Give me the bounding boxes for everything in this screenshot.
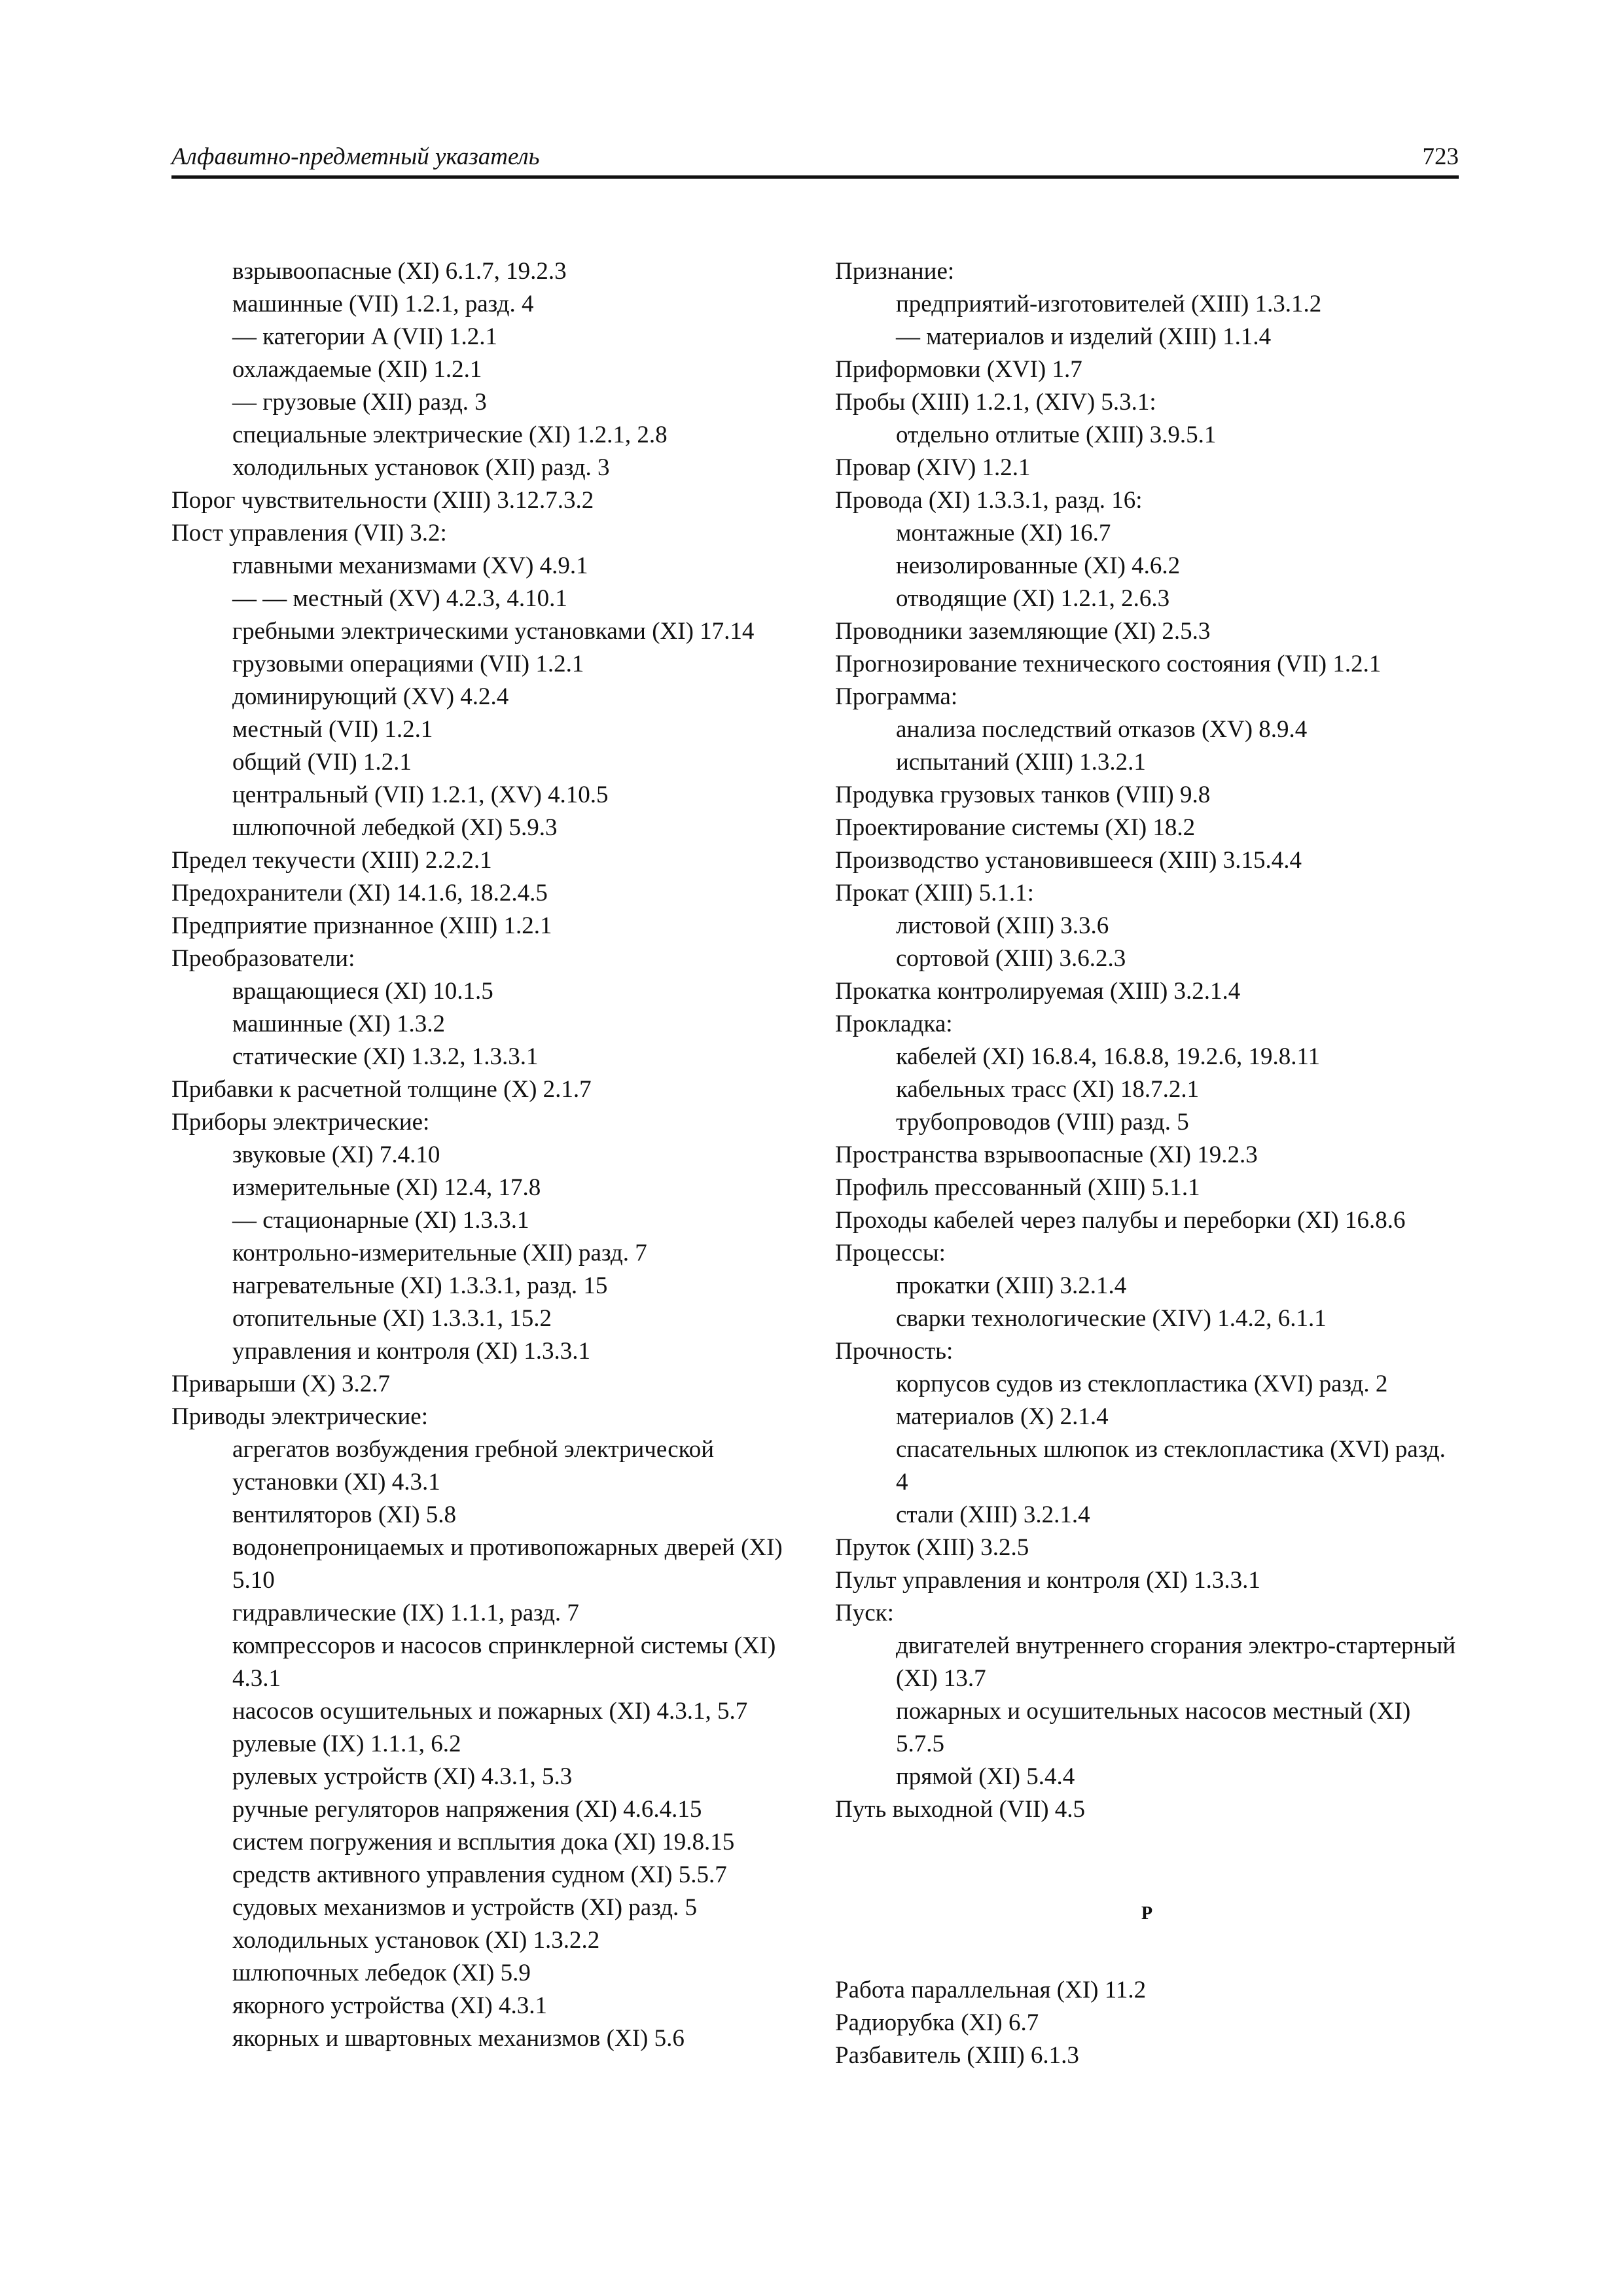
- index-subentry: стали (XIII) 3.2.1.4: [896, 1501, 1090, 1528]
- index-subentry: листовой (XIII) 3.3.6: [896, 912, 1109, 939]
- index-entry: Прибавки к расчетной толщине (X) 2.1.7: [171, 1076, 592, 1103]
- index-subentry: средств активного управления судном (XI) 5.5.7: [232, 1861, 727, 1888]
- index-entry: Приформовки (XVI) 1.7: [835, 356, 1082, 383]
- index-subentry: неизолированные (XI) 4.6.2: [896, 552, 1181, 579]
- index-subentry: холодильных установок (XII) разд. 3: [232, 454, 610, 481]
- index-subentry: пожарных и осушительных насосов местный (XI) 5.7.5: [896, 1698, 1411, 1757]
- index-subentry: общий (VII) 1.2.1: [232, 749, 412, 776]
- index-subentry: водонепроницаемых и противопожарных дверей (XI) 5.10: [232, 1534, 783, 1594]
- index-subentry: сварки технологические (XIV) 1.4.2, 6.1.1: [896, 1305, 1327, 1332]
- running-header-title: Алфавитно-предметный указатель: [171, 143, 540, 170]
- index-subentry: гребными электрическими установками (XI) 17.14: [232, 618, 755, 645]
- index-subentry: взрывоопасные (XI) 6.1.7, 19.2.3: [232, 258, 567, 285]
- index-subentry: — — местный (XV) 4.2.3, 4.10.1: [232, 585, 567, 612]
- index-entry: Производство установившееся (XIII) 3.15.4.4: [835, 847, 1302, 874]
- index-subentry: статические (XI) 1.3.2, 1.3.3.1: [232, 1043, 539, 1070]
- index-entry: Предохранители (XI) 14.1.6, 18.2.4.5: [171, 880, 548, 906]
- index-subentry: холодильных установок (XI) 1.3.2.2: [232, 1927, 600, 1954]
- index-subentry: грузовыми операциями (VII) 1.2.1: [232, 651, 584, 677]
- header-rule: [171, 175, 1459, 179]
- letter-heading: Р: [1141, 1903, 1153, 1924]
- index-entry: Прогнозирование технического состояния (VII) 1.2.1: [835, 651, 1382, 677]
- index-subentry: гидравлические (IX) 1.1.1, разд. 7: [232, 1600, 579, 1626]
- index-entry: Приварыши (X) 3.2.7: [171, 1371, 390, 1397]
- index-subentry: трубопроводов (VIII) разд. 5: [896, 1109, 1189, 1136]
- index-entry: Пуск:: [835, 1600, 894, 1626]
- index-subentry: корпусов судов из стеклопластика (XVI) разд. 2: [896, 1371, 1388, 1397]
- index-subentry: отопительные (XI) 1.3.3.1, 15.2: [232, 1305, 552, 1332]
- index-entry: Проводники заземляющие (XI) 2.5.3: [835, 618, 1211, 645]
- index-entry: Прочность:: [835, 1338, 954, 1365]
- index-subentry: прокатки (XIII) 3.2.1.4: [896, 1272, 1127, 1299]
- index-entry: Провар (XIV) 1.2.1: [835, 454, 1031, 481]
- index-subentry: шлюпочных лебедок (XI) 5.9: [232, 1960, 531, 1986]
- index-entry: Профиль прессованный (XIII) 5.1.1: [835, 1174, 1200, 1201]
- index-subentry: насосов осушительных и пожарных (XI) 4.3.1, 5.7: [232, 1698, 748, 1725]
- index-subentry: центральный (VII) 1.2.1, (XV) 4.10.5: [232, 781, 609, 808]
- index-entries-r: [835, 1974, 1459, 2072]
- index-entry: Преобразователи:: [171, 945, 355, 972]
- index-subentry: материалов (X) 2.1.4: [896, 1403, 1109, 1430]
- index-subentry: — категории A (VII) 1.2.1: [232, 323, 498, 350]
- index-entry: Пульт управления и контроля (XI) 1.3.3.1: [835, 1567, 1260, 1594]
- index-entry: Прокатка контролируемая (XIII) 3.2.1.4: [835, 978, 1241, 1005]
- index-entry: Признание:: [835, 258, 955, 285]
- index-entry: Пост управления (VII) 3.2:: [171, 520, 447, 547]
- index-entry: Проходы кабелей через палубы и переборки (XI) 16.8.6: [835, 1207, 1406, 1234]
- index-subentry: звуковые (XI) 7.4.10: [232, 1141, 440, 1168]
- index-subentry: главными механизмами (XV) 4.9.1: [232, 552, 588, 579]
- index-entry: Прокат (XIII) 5.1.1:: [835, 880, 1034, 906]
- index-subentry: отводящие (XI) 1.2.1, 2.6.3: [896, 585, 1170, 612]
- index-subentry: судовых механизмов и устройств (XI) разд. 5: [232, 1894, 697, 1921]
- index-subentry: рулевых устройств (XI) 4.3.1, 5.3: [232, 1763, 573, 1790]
- index-entry: Пространства взрывоопасные (XI) 19.2.3: [835, 1141, 1258, 1168]
- index-subentry: спасательных шлюпок из стеклопластика (XVI) разд. 4: [896, 1436, 1446, 1496]
- index-entry: Разбавитель (XIII) 6.1.3: [835, 2042, 1079, 2069]
- index-entry: Порог чувствительности (XIII) 3.12.7.3.2: [171, 487, 594, 514]
- index-subentry: кабельных трасс (XI) 18.7.2.1: [896, 1076, 1200, 1103]
- index-subentry: ручные регуляторов напряжения (XI) 4.6.4.15: [232, 1796, 702, 1823]
- index-subentry: — стационарные (XI) 1.3.3.1: [232, 1207, 529, 1234]
- index-subentry: местный (VII) 1.2.1: [232, 716, 433, 743]
- index-subentry: якорного устройства (XI) 4.3.1: [232, 1992, 547, 2019]
- index-entry: Прокладка:: [835, 1011, 953, 1037]
- index-entries-p: [835, 255, 1459, 1826]
- index-subentry: — грузовые (XII) разд. 3: [232, 389, 487, 416]
- index-subentry: — материалов и изделий (XIII) 1.1.4: [896, 323, 1272, 350]
- index-subentry: монтажные (XI) 16.7: [896, 520, 1111, 547]
- index-subentry: машинные (VII) 1.2.1, разд. 4: [232, 291, 534, 317]
- index-entry: Процессы:: [835, 1240, 946, 1266]
- index-subentry: управления и контроля (XI) 1.3.3.1: [232, 1338, 590, 1365]
- index-subentry: измерительные (XI) 12.4, 17.8: [232, 1174, 541, 1201]
- index-subentry: кабелей (XI) 16.8.4, 16.8.8, 19.2.6, 19.8.11: [896, 1043, 1321, 1070]
- index-entry: Радиорубка (XI) 6.7: [835, 2009, 1039, 2036]
- page-number: 723: [1422, 143, 1459, 170]
- index-subentry: охлаждаемые (XII) 1.2.1: [232, 356, 482, 383]
- index-entry: Продувка грузовых танков (VIII) 9.8: [835, 781, 1211, 808]
- index-subentry: нагревательные (XI) 1.3.3.1, разд. 15: [232, 1272, 608, 1299]
- index-entry: Пруток (XIII) 3.2.5: [835, 1534, 1029, 1561]
- index-subentry: агрегатов возбуждения гребной электрической установки (XI) 4.3.1: [232, 1436, 715, 1496]
- running-header: [171, 143, 1459, 179]
- index-entry: Программа:: [835, 683, 958, 710]
- index-subentry: двигателей внутреннего сгорания электро-стартерный (XI) 13.7: [896, 1632, 1456, 1692]
- index-subentry: отдельно отлитые (XIII) 3.9.5.1: [896, 422, 1217, 448]
- index-subentry: вращающиеся (XI) 10.1.5: [232, 978, 493, 1005]
- index-subentry: вентиляторов (XI) 5.8: [232, 1501, 457, 1528]
- index-subentry: испытаний (XIII) 1.3.2.1: [896, 749, 1146, 776]
- index-subentry: машинные (XI) 1.3.2: [232, 1011, 445, 1037]
- index-entry: Приборы электрические:: [171, 1109, 430, 1136]
- index-subentry: якорных и швартовных механизмов (XI) 5.6: [232, 2025, 685, 2052]
- index-subentry: предприятий-изготовителей (XIII) 1.3.1.2: [896, 291, 1322, 317]
- index-subentry: прямой (XI) 5.4.4: [896, 1763, 1075, 1790]
- index-entry: Предел текучести (XIII) 2.2.2.1: [171, 847, 492, 874]
- index-entry: Работа параллельная (XI) 11.2: [835, 1977, 1147, 2003]
- index-subentry: систем погружения и всплытия дока (XI) 19.8.15: [232, 1829, 735, 1856]
- index-column-left: [171, 255, 802, 2055]
- index-entry: Пробы (XIII) 1.2.1, (XIV) 5.3.1:: [835, 389, 1156, 416]
- index-entry: Провода (XI) 1.3.3.1, разд. 16:: [835, 487, 1143, 514]
- index-subentry: анализа последствий отказов (XV) 8.9.4: [896, 716, 1308, 743]
- index-subentry: сортовой (XIII) 3.6.2.3: [896, 945, 1126, 972]
- index-entry: Приводы электрические:: [171, 1403, 428, 1430]
- index-entry: Предприятие признанное (XIII) 1.2.1: [171, 912, 552, 939]
- index-subentry: шлюпочной лебедкой (XI) 5.9.3: [232, 814, 558, 841]
- index-column-right: [835, 255, 1459, 2072]
- index-subentry: рулевые (IX) 1.1.1, 6.2: [232, 1731, 461, 1757]
- index-subentry: доминирующий (XV) 4.2.4: [232, 683, 509, 710]
- index-entry: Путь выходной (VII) 4.5: [835, 1796, 1086, 1823]
- index-entry: Проектирование системы (XI) 18.2: [835, 814, 1196, 841]
- index-subentry: компрессоров и насосов спринклерной системы (XI) 4.3.1: [232, 1632, 776, 1692]
- index-subentry: специальные электрические (XI) 1.2.1, 2.8: [232, 422, 668, 448]
- index-subentry: контрольно-измерительные (XII) разд. 7: [232, 1240, 647, 1266]
